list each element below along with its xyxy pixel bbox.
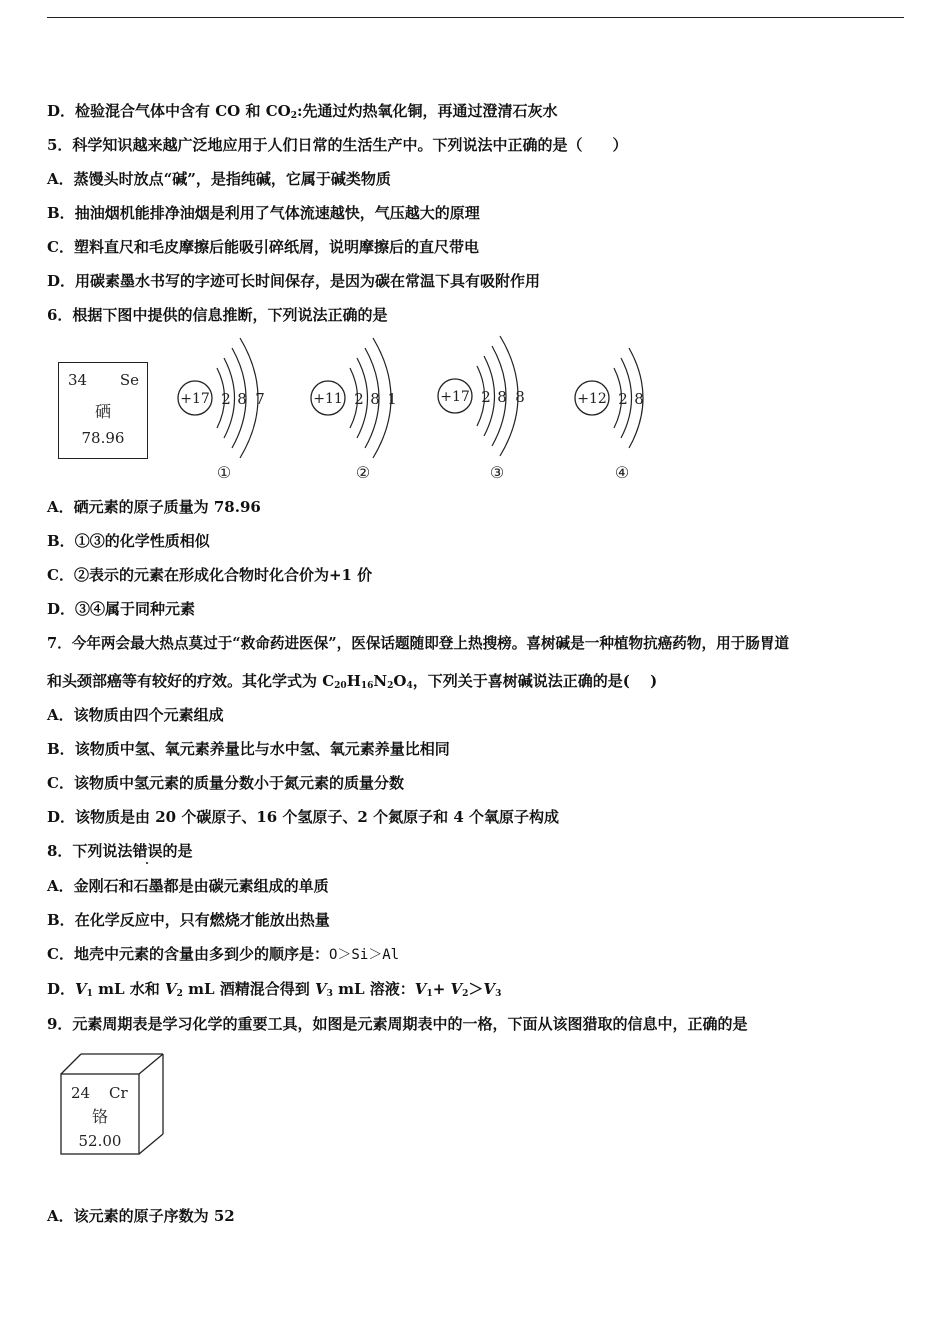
- q7-stem-line-2: 和头颈部癌等有较好的疗效。其化学式为 $C_{20}H_{16}N_2O_4$，下列关于喜树碱说法正确的是( ): [47, 672, 658, 691]
- atom-3-shell-3: 8: [515, 388, 525, 406]
- atom-2-shell-3: 1: [387, 390, 397, 408]
- atom-4-label: ④: [614, 463, 630, 482]
- q7-option-c: C．该物质中氢元素的质量分数小于氮元素的质量分数: [47, 774, 404, 792]
- q7-option-b: B．该物质中氢、氧元素养量比与水中氢、氧元素养量比相同: [47, 740, 450, 758]
- cr-atomic-number: 24: [71, 1084, 91, 1102]
- element-cell-selenium: [58, 362, 148, 459]
- q5-option-d: D．用碳素墨水书写的字迹可长时间保存，是因为碳在常温下具有吸附作用: [47, 272, 541, 290]
- atom-3-nucleus: +17: [440, 389, 470, 405]
- cr-symbol: Cr: [109, 1084, 128, 1102]
- cr-mass: 52.00: [78, 1132, 122, 1150]
- atom-diagram-4: [575, 348, 644, 482]
- q8-option-d: D．$V_1$ mL 水和 $V_2$ mL 酒精混合得到 $V_3$ mL 溶液：$V_1+ V_2>V_3$: [47, 980, 502, 999]
- atom-1-shell-2: 8: [237, 390, 247, 408]
- atomic-number: 34: [68, 371, 88, 389]
- atom-diagram-2: [311, 338, 397, 482]
- atom-2-label: ②: [355, 463, 371, 482]
- atom-structure-diagrams: [160, 330, 680, 490]
- q5-stem: 5．科学知识越来越广泛地应用于人们日常的生活生产中。下列说法中正确的是（ ）: [47, 136, 628, 154]
- atom-diagram-3: [438, 336, 525, 482]
- atom-diagram-1: [178, 338, 265, 482]
- atom-4-nucleus: +12: [577, 391, 607, 407]
- cr-name: 铬: [91, 1107, 109, 1126]
- q6-option-a: A．硒元素的原子质量为 78.96: [47, 498, 261, 516]
- atom-1-nucleus: +17: [180, 391, 210, 407]
- q7-option-d: D．该物质是由 20 个碳原子、16 个氢原子、2 个氮原子和 4 个氧原子构成: [47, 808, 559, 826]
- q8-stem: 8．下列说法错误的是: [47, 842, 193, 860]
- atom-2-shell-1: 2: [354, 390, 364, 408]
- atom-1-label: ①: [216, 463, 232, 482]
- q7-stem-line-1: 7．今年两会最大热点莫过于“救命药进医保”，医保话题随即登上热搜榜。喜树碱是一种植物抗癌药物，用于肠胃道: [47, 635, 790, 652]
- q6-stem: 6．根据下图中提供的信息推断，下列说法正确的是: [47, 306, 388, 324]
- q8-option-a: A．金刚石和石墨都是由碳元素组成的单质: [47, 877, 329, 895]
- atom-2-shell-2: 8: [370, 390, 380, 408]
- q5-option-a: A．蒸馒头时放点“碱”，是指纯碱，它属于碱类物质: [47, 170, 391, 188]
- q4-option-d: D．检验混合气体中含有 CO 和 $CO_2$:先通过灼热氧化铜，再通过澄清石灰水: [47, 102, 558, 121]
- atom-4-shell-2: 8: [634, 390, 644, 408]
- q9-stem: 9．元素周期表是学习化学的重要工具，如图是元素周期表中的一格，下面从该图猎取的信息中，正确的是: [47, 1015, 748, 1033]
- q9-option-a: A．该元素的原子序数为 52: [47, 1207, 235, 1225]
- element-symbol: Se: [119, 371, 139, 389]
- atom-3-label: ③: [489, 463, 505, 482]
- atom-3-shell-1: 2: [481, 388, 491, 406]
- element-name: 硒: [94, 402, 111, 421]
- element-cell-chromium: [55, 1050, 175, 1160]
- q6-option-b: B．①③的化学性质相似: [47, 532, 210, 550]
- q6-option-c: C．②表示的元素在形成化合物时化合价为+1 价: [47, 566, 373, 584]
- q6-option-d: D．③④属于同种元素: [47, 600, 196, 618]
- atom-1-shell-3: 7: [255, 390, 265, 408]
- header-rule: [47, 17, 904, 18]
- q8-option-b: B．在化学反应中，只有燃烧才能放出热量: [47, 911, 330, 929]
- atomic-mass: 78.96: [81, 429, 125, 447]
- atom-1-shell-1: 2: [221, 390, 231, 408]
- atom-2-nucleus: +11: [313, 391, 343, 407]
- q5-option-b: B．抽油烟机能排净油烟是利用了气体流速越快，气压越大的原理: [47, 204, 480, 222]
- emphasis-word: 错误: [132, 842, 163, 860]
- q7-option-a: A．该物质由四个元素组成: [47, 706, 224, 724]
- atom-3-shell-2: 8: [497, 388, 507, 406]
- q8-option-c: C．地壳中元素的含量由多到少的顺序是：O＞Si＞Al: [47, 945, 400, 963]
- q5-option-c: C．塑料直尺和毛皮摩擦后能吸引碎纸屑，说明摩擦后的直尺带电: [47, 238, 479, 256]
- atom-4-shell-1: 2: [618, 390, 628, 408]
